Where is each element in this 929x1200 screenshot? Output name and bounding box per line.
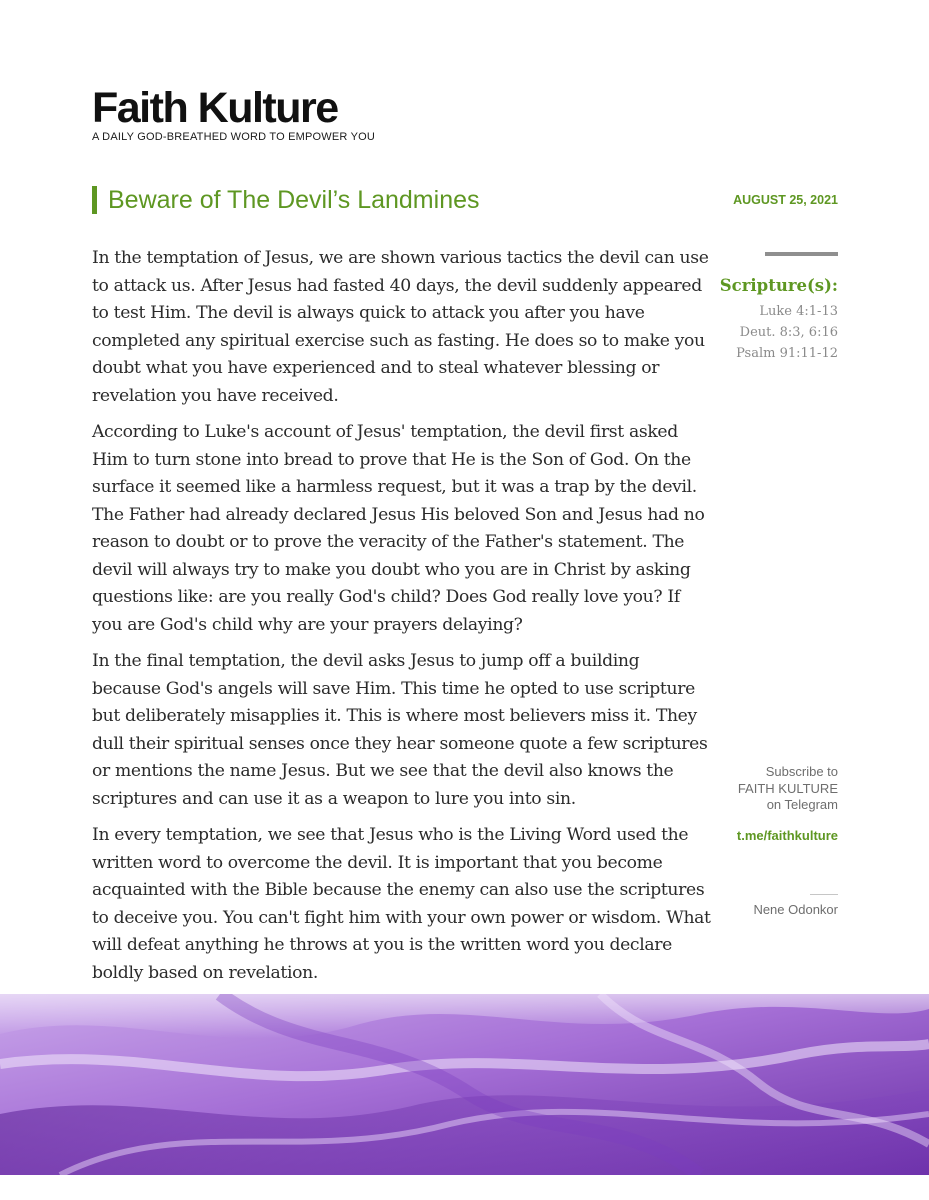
brand-name: Faith Kulture (92, 84, 338, 132)
paragraph: In the temptation of Jesus, we are shown various tactics the devil can use to attack us. After Jesus had fasted 40 days, the devil suddenly appeared to test Him. The devil is always quick to attack you after you have completed any spiritual exercise such as fasting. He does so to make you doubt what you have experienced and to steal whatever blessing or revelation you have received. (92, 248, 709, 406)
subscribe-line: Subscribe to (765, 764, 838, 779)
subscribe-line: on Telegram (766, 797, 838, 812)
scripture-heading: Scripture(s): (719, 276, 838, 295)
paragraph: In the final temptation, the devil asks Jesus to jump off a building because God's angels will save Him. This time he opted to use scripture but deliberately misapplies it. This is where most believers miss it. They dull their spiritual senses once they hear someone quote a few scriptures or mentions the name Jesus. But we see that the devil also knows the scriptures and can use it as a weapon to lure you into sin. (92, 651, 708, 809)
subscribe-note (648, 764, 838, 814)
brand-logo (92, 86, 375, 143)
scripture-list (648, 301, 838, 364)
author-divider (810, 894, 838, 895)
paragraph: According to Luke's account of Jesus' temptation, the devil first asked Him to turn stone into bread to prove that He is the Son of God. On the surface it seemed like a harmless request, but it was a trap by the devil. The Father had already declared Jesus His beloved Son and Jesus had no reason to doubt or to prove the veracity of the Father's statement. The devil will always try to make you doubt who you are in Christ by asking questions like: are you really God's child? Does God really love you? If you are God's child why are your prayers delaying? (92, 422, 705, 635)
telegram-link[interactable]: t.me/faithkulture (736, 828, 838, 843)
paragraph: In every temptation, we see that Jesus who is the Living Word used the written word to overcome the devil. It is important that you become acquainted with the Bible because the enemy can also use the scriptures to deceive you. You can't fight him with your own power or wisdom. What will defeat anything he throws at you is the written word you declare boldly based on revelation. (92, 825, 711, 983)
scripture-ref: Deut. 8:3, 6:16 (739, 325, 838, 340)
article-title: Beware of The Devil’s Landmines (108, 186, 480, 214)
brand-tagline: A DAILY GOD-BREATHED WORD TO EMPOWER YOU (92, 131, 376, 143)
purple-fabric-image (0, 994, 929, 1175)
subscribe-line: FAITH KULTURE (737, 780, 838, 796)
article-title-block (92, 186, 480, 214)
sidebar (648, 252, 838, 364)
scripture-ref: Psalm 91:11-12 (736, 346, 838, 361)
scripture-ref: Luke 4:1-13 (759, 304, 838, 319)
article-date: AUGUST 25, 2021 (733, 193, 838, 207)
sidebar-divider (765, 252, 838, 256)
author-name: Nene Odonkor (753, 902, 838, 917)
article-body (92, 245, 712, 996)
